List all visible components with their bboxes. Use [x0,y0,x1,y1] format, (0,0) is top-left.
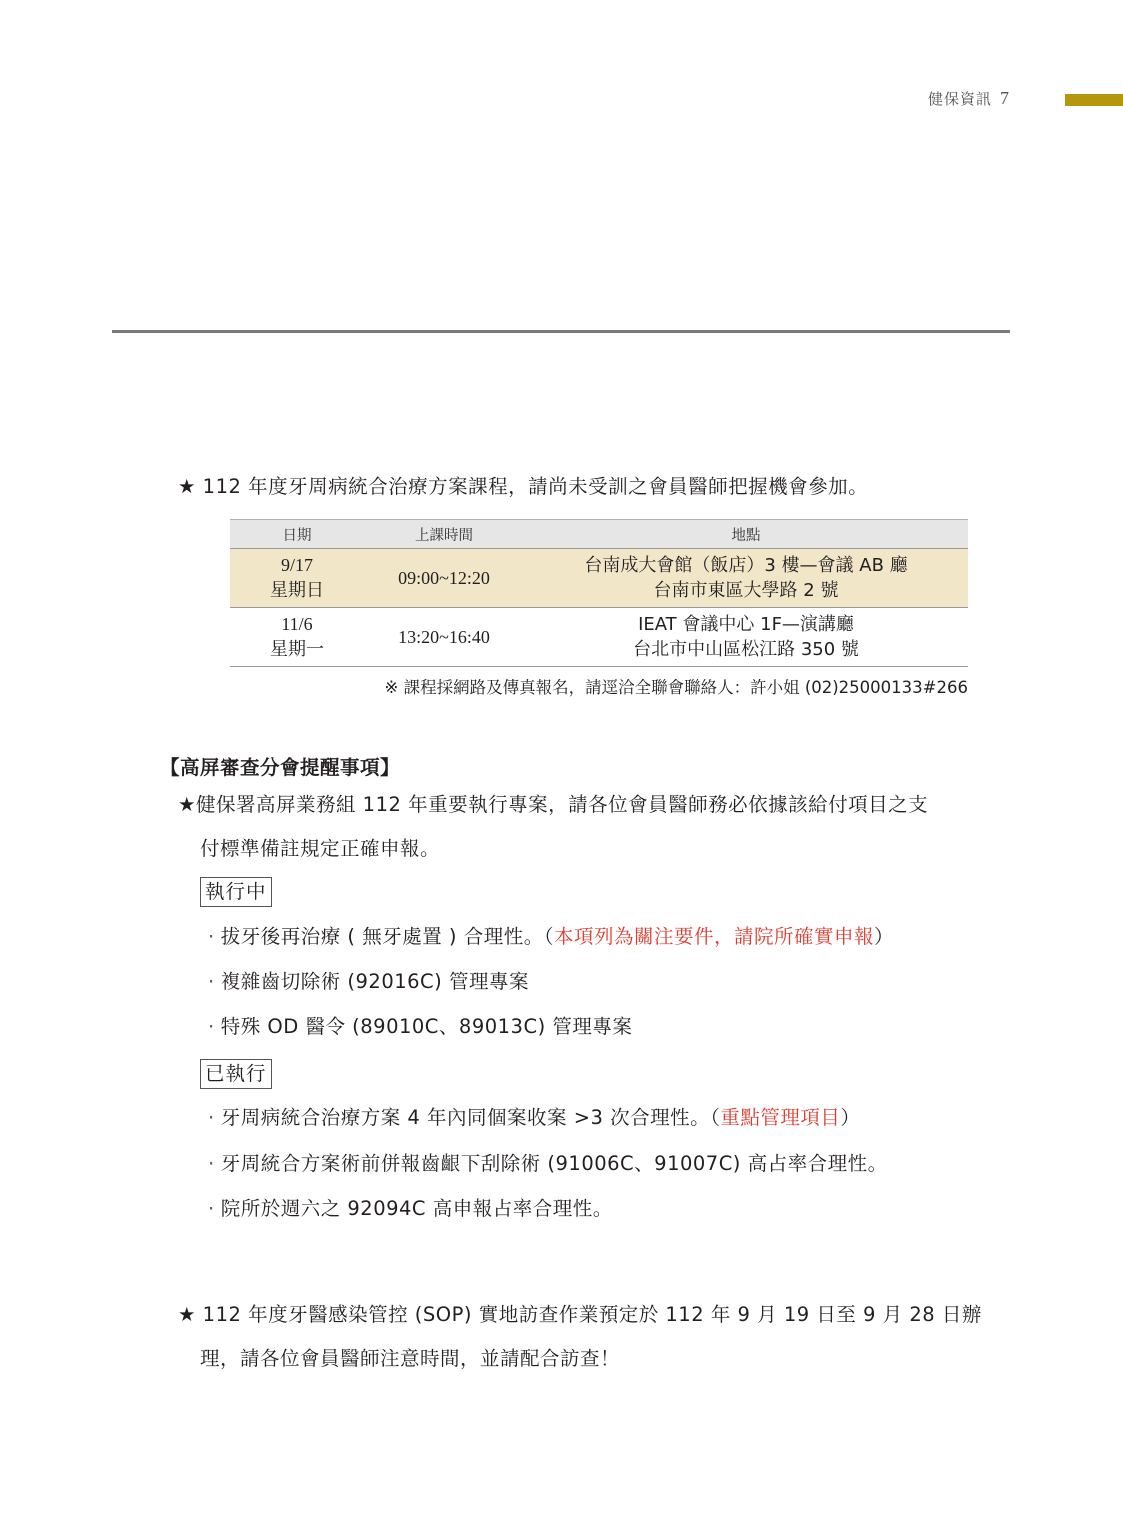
date: 11/6 [281,614,313,634]
section-title: 【高屏審查分會提醒事項】 [160,756,401,779]
list-item [208,1011,632,1043]
intro-line-1: ★健保署高屏業務組 112 年重要執行專案，請各位會員醫師務必依據該給付項目之支 [178,793,929,816]
item-text: 牙周病統合治療方案 4 年內同個案收案 >3 次合理性。（ [220,1106,721,1129]
time-cell: 13:20~16:40 [364,608,524,667]
weekday: 星期日 [270,580,324,601]
address: 台南市東區大學路 2 號 [653,580,839,601]
list-item [208,1102,860,1134]
bullet-dot: · [208,1106,215,1129]
table-row [230,608,968,667]
item-suffix: ） [873,925,894,948]
address: 台北市中山區松江路 350 號 [633,639,859,660]
item-text: 特殊 OD 醫令 (89010C、89013C) 管理專案 [220,1015,633,1038]
list-item [208,966,529,998]
horizontal-rule [112,330,1010,333]
time-cell: 09:00~12:20 [364,549,524,608]
ongoing-label: 執行中 [200,877,272,907]
sop-line-1: ★ 112 年度牙醫感染管控 (SOP) 實地訪查作業預定於 112 年 9 月 19 日至 9 月 28 日辦 [178,1303,982,1326]
venue: IEAT 會議中心 1F—演講廳 [638,614,854,635]
venue-cell [524,608,968,667]
accent-bar [1065,94,1123,106]
date-cell [230,549,364,608]
page-number: 7 [1000,88,1010,108]
list-item [208,1193,613,1225]
done-label: 已執行 [200,1059,272,1089]
intro-line-2: 付標準備註規定正確申報。 [200,837,441,860]
item-highlight: 本項列為關注要件，請院所確實申報 [553,925,874,948]
header-time: 上課時間 [364,520,524,549]
header-venue: 地點 [524,520,968,549]
date: 9/17 [280,555,313,575]
sop-notice [178,1293,1018,1381]
item-text: 拔牙後再治療 ( 無牙處置 ) 合理性。（ [220,925,554,948]
table-row [230,549,968,608]
course-table [230,519,968,667]
bullet-dot: · [208,970,215,993]
bullet-dot: · [208,1152,215,1175]
item-suffix: ） [840,1106,861,1129]
date-cell [230,608,364,667]
section-name: 健保資訊 [927,90,992,108]
item-highlight: 重點管理項目 [720,1106,841,1129]
table-header-row [230,520,968,549]
venue: 台南成大會館（飯店）3 樓—會議 AB 廳 [584,555,908,576]
list-item [208,921,894,953]
running-head [928,88,1010,109]
bullet-dot: · [208,1015,215,1038]
item-text: 牙周統合方案術前併報齒齦下刮除術 (91006C、91007C) 高占率合理性。 [220,1152,888,1175]
list-item [208,1148,888,1180]
venue-cell [524,549,968,608]
sop-line-2: 理，請各位會員醫師注意時間，並請配合訪查！ [200,1347,621,1370]
item-text: 院所於週六之 92094C 高申報占率合理性。 [220,1197,613,1220]
review-intro [178,783,1018,871]
header-date: 日期 [230,520,364,549]
bullet-dot: · [208,925,215,948]
bullet-dot: · [208,1197,215,1220]
course-notice: ★ 112 年度牙周病統合治療方案課程，請尚未受訓之會員醫師把握機會參加。 [178,475,869,498]
registration-note: ※ 課程採網路及傳真報名，請逕洽全聯會聯絡人：許小姐 (02)25000133#266 [384,678,968,697]
weekday: 星期一 [270,639,324,660]
item-text: 複雜齒切除術 (92016C) 管理專案 [220,970,529,993]
